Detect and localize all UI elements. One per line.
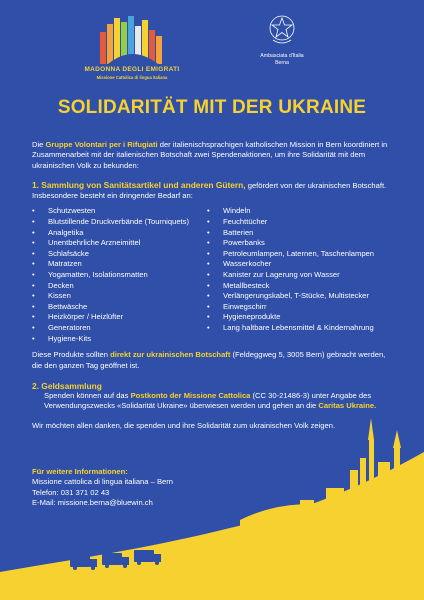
page-title: SOLIDARITÄT MIT DER UKRAINE	[57, 97, 367, 118]
list-item: • Lang haltbare Lebensmittel & Kindernahrung	[207, 323, 382, 334]
list-item: • Generatoren	[32, 323, 207, 334]
intro-paragraph: Die Gruppe Volontari per i Rifugiati der italienischsprachigen katholischen Mission in Bern koordiniert in Zusammenarbeit mit der italienischen Botschaft zwei Spendenaktionen, um ihre Solidarität mit dem ukrainischen Volk zu bekunden:	[32, 140, 388, 170]
contact-block	[32, 467, 173, 508]
section2-paragraph: Spenden können auf das Postkonto der Missione Cattolica (CC 30-21486-3) unter Angabe des Verwendungszwecks «Solidarität Ukraine» überwiesen werden und gehen an die Caritas Ukraine.	[44, 391, 377, 411]
list-item: • Heizkörper / Heizlüfter	[32, 312, 207, 323]
skyline-logo-icon	[78, 14, 186, 66]
list-item: • Matratzen	[32, 259, 207, 270]
needs-list-right	[207, 206, 382, 344]
list-item: • Bettwäsche	[32, 302, 207, 313]
ambassade-logo	[255, 12, 309, 82]
delivery-paragraph: Diese Produkte sollten direkt zur ukrainischen Botschaft (Feldeggweg 5, 3005 Bern) gebracht werden, die den ganzen Tag geöffnet ist.	[32, 350, 386, 370]
list-item: • Powerbanks	[207, 238, 382, 249]
madonna-logo	[78, 14, 186, 86]
list-item: • Einwegschirr	[207, 302, 382, 313]
list-item: • Hygiene-Kits	[32, 334, 207, 345]
needs-list-left	[32, 206, 207, 344]
list-item: • Schutzwesten	[32, 206, 207, 217]
list-item: • Hygieneprodukte	[207, 312, 382, 323]
list-item: • Windeln	[207, 206, 382, 217]
contact-line1: Missione cattolica di lingua italiana – Bern	[32, 477, 173, 487]
list-item: • Petroleumlampen, Laternen, Taschenlampen	[207, 249, 382, 260]
needs-lists	[32, 206, 394, 344]
section2-heading: 2. Geldsammlung	[32, 380, 102, 391]
section1-heading: 1. Sammlung von Sanitätsartikel und anderen Gütern, gefördert von der ukrainischen Botschaft. Insbesondere besteht ein dringender Bedarf an:	[32, 179, 387, 201]
contact-heading: Für weitere Informationen:	[32, 467, 128, 476]
madonna-logo-name: MADONNA DEGLI EMIGRATI	[84, 66, 180, 73]
emblem-icon	[267, 12, 297, 48]
list-item: • Metallbesteck	[207, 281, 382, 292]
list-item: • Decken	[32, 281, 207, 292]
list-item: • Feuchttücher	[207, 217, 382, 228]
contact-email[interactable]: E-Mail: missione.berna@bluewin.ch	[32, 497, 153, 507]
list-item: • Schlafsäcke	[32, 249, 207, 260]
madonna-logo-sub: Missione Cattolica di lingua italiana	[96, 75, 168, 80]
ambassade-line1: Ambasciata d'Italia	[260, 53, 304, 59]
list-item: • Verlängerungskabel, T-Stücke, Multistecker	[207, 291, 382, 302]
contact-phone: Telefon: 031 371 02 43	[32, 487, 110, 497]
list-item: • Batterien	[207, 228, 382, 239]
ambassade-line2: Berna	[275, 60, 289, 66]
list-item: • Yogamatten, Isolationsmatten	[32, 270, 207, 281]
list-item: • Analgetika	[32, 228, 207, 239]
list-item: • Wasserkocher	[207, 259, 382, 270]
thanks-paragraph: Wir möchten allen danken, die spenden und ihre Solidarität zum ukrainischen Volk zeigen.	[32, 420, 336, 430]
list-item: • Blutstillende Druckverbände (Tourniquets)	[32, 217, 207, 228]
list-item: • Unentbehrliche Arzneimittel	[32, 238, 207, 249]
main-content	[32, 140, 394, 431]
list-item: • Kanister zur Lagerung von Wasser	[207, 270, 382, 281]
list-item: • Kissen	[32, 291, 207, 302]
